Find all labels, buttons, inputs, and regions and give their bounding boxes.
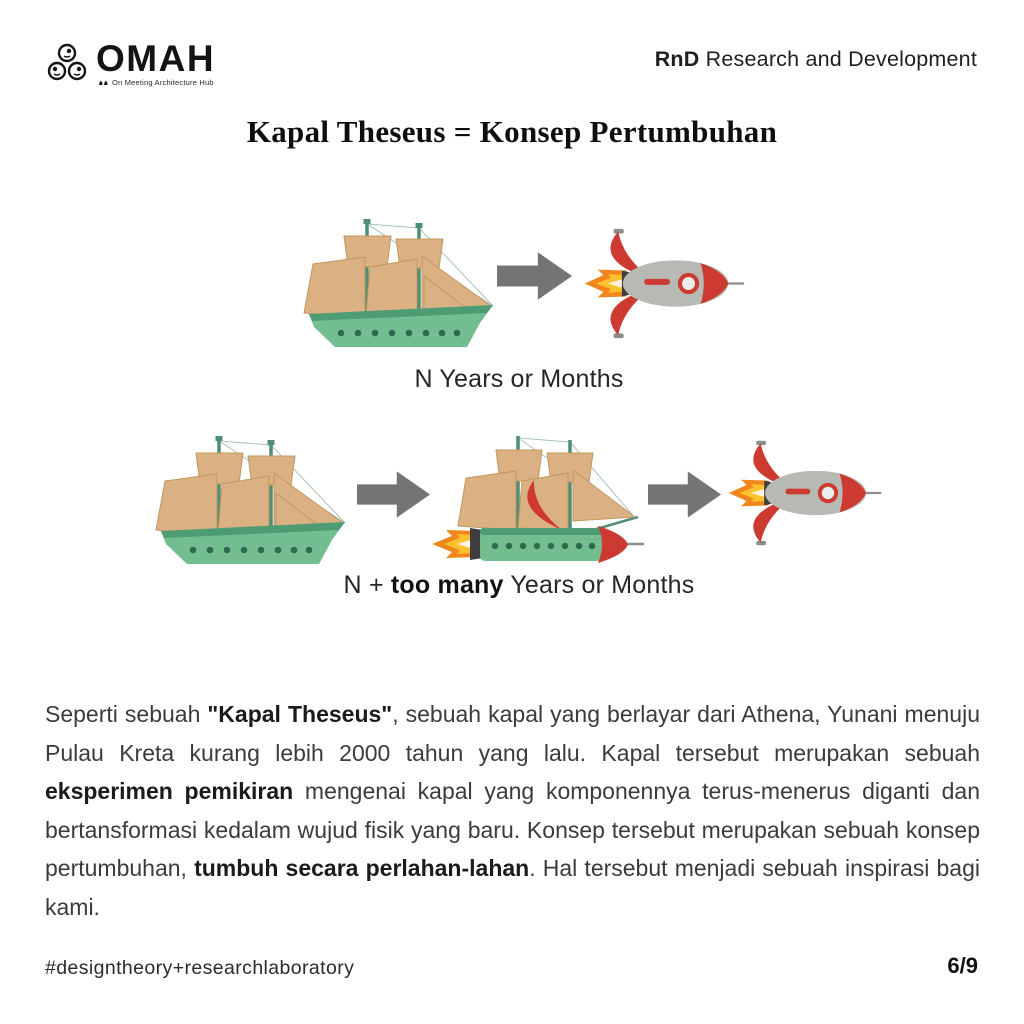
omah-triple-circle-icon <box>44 42 90 86</box>
caption2-suffix: Years or Months <box>503 571 695 599</box>
department-abbrev: RnD <box>654 47 700 71</box>
arrow-right-icon <box>497 247 573 305</box>
omah-logo <box>44 40 215 87</box>
diagram-caption-1: N Years or Months <box>414 365 624 393</box>
sailing-ship-icon <box>297 210 497 360</box>
script-glyph-icon <box>98 78 109 87</box>
department-label <box>655 47 977 72</box>
caption2-prefix: N + <box>343 571 391 599</box>
para-seg-bold: eksperimen pemikiran <box>45 778 294 804</box>
footer-hashtag: #designtheory+researchlaboratory <box>45 957 355 979</box>
logo-tagline-text: On Meeting Architecture Hub <box>112 78 214 87</box>
para-seg: . Hal tersebut menjadi sebuah inspirasi bagi kami. <box>45 855 980 920</box>
slide-title: Kapal Theseus = Konsep Pertumbuhan <box>246 114 778 149</box>
caption2-bold: too many <box>390 571 504 599</box>
arrow-right-icon <box>648 466 722 523</box>
diagram-caption-2 <box>0 571 1024 600</box>
para-seg: , sebuah kapal yang berlayar dari Athena, Yunani menuju Pulau Kreta kurang lebih 2000 tahun yang lalu. Kapal tersebut merupakan sebuah <box>45 701 980 766</box>
rocket-icon <box>583 226 745 341</box>
para-seg: mengenai kapal yang komponennya terus-menerus diganti dan bertansformasi kedalam wujud fisik yang baru. Konsep tersebut merupakan sebuah konsep pertumbuhan, <box>45 778 980 881</box>
body-paragraph <box>45 695 980 926</box>
para-seg: Seperti sebuah <box>45 701 208 727</box>
arrow-right-icon <box>357 466 431 523</box>
para-seg-bold: tumbuh secara perlahan-lahan <box>194 855 530 881</box>
rocket-icon <box>727 437 882 549</box>
department-name: Research and Development <box>699 47 977 71</box>
page-number: 6/9 <box>947 953 978 978</box>
logo-wordmark: OMAH <box>96 38 216 79</box>
ship-rocket-hybrid-icon <box>430 424 650 574</box>
sailing-ship-icon <box>149 427 349 577</box>
logo-tagline <box>98 78 215 87</box>
para-seg-bold: "Kapal Theseus" <box>207 701 393 727</box>
